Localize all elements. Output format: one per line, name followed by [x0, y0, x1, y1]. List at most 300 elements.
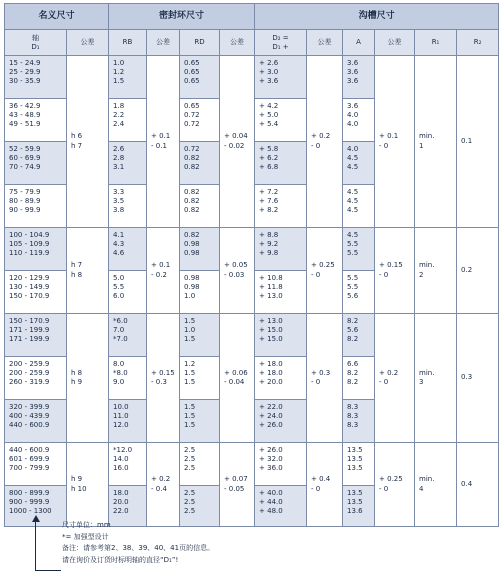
shaft-diameter: 171 - 199.9 [9, 335, 50, 344]
a-cell [343, 228, 375, 271]
a-value: 4.5 [347, 154, 359, 163]
fit-tolerance: h 9 [71, 475, 83, 484]
a-value: 13.5 [347, 455, 363, 464]
rd-value: 0.72 [184, 120, 200, 129]
rb-value: 12.0 [113, 421, 129, 430]
shaft-diameter: 110 - 119.9 [9, 249, 50, 258]
rb-value: 1.0 [113, 59, 125, 67]
rd-tolerance: - 0.03 [224, 270, 245, 279]
rd-value: 0.82 [184, 163, 200, 172]
rd-cell [180, 99, 220, 142]
shaft-diameter: 400 - 439.9 [9, 412, 50, 421]
a-cell [343, 185, 375, 228]
rd-value: 1.5 [184, 317, 196, 325]
a-value: 5.5 [347, 274, 359, 282]
header-shaft-symbol: D₁ [31, 42, 40, 51]
rd-value: 0.72 [184, 145, 200, 153]
a-tolerance-cell [375, 56, 415, 228]
rb-value: 3.1 [113, 163, 125, 172]
rd-cell [180, 271, 220, 314]
fit-tolerance-cell [67, 443, 109, 527]
a-value: 6.6 [347, 360, 359, 368]
d2-cell [255, 185, 307, 228]
shaft-diameter: 52 - 59.9 [9, 145, 41, 153]
shaft-diameter-cell [5, 400, 67, 443]
d2-tolerance: + 0.25 [311, 261, 335, 270]
a-value: 13.5 [347, 489, 363, 497]
header-rb: RB [109, 30, 147, 56]
header-a: A [343, 30, 375, 56]
rd-value: 2.5 [184, 498, 196, 507]
r1-cell [415, 314, 457, 443]
a-tolerance: - 0 [379, 270, 389, 279]
rd-value: 0.72 [184, 111, 200, 120]
shaft-diameter-cell [5, 185, 67, 228]
rb-tolerance: - 0.3 [151, 378, 167, 386]
a-cell [343, 99, 375, 142]
rd-value: 1.5 [184, 412, 196, 421]
table-body [5, 56, 499, 527]
d2-value: + 13.0 [259, 292, 283, 301]
a-value: 4.5 [347, 231, 359, 239]
rb-tolerance: + 0.15 [151, 368, 175, 377]
rd-value: 0.82 [184, 154, 200, 163]
a-value: 5.5 [347, 240, 359, 249]
d2-cell [255, 99, 307, 142]
rb-value: 2.2 [113, 111, 125, 120]
rb-value: 14.0 [113, 455, 129, 464]
fit-tolerance: h 8 [71, 368, 83, 377]
a-value: 8.2 [347, 378, 359, 387]
rd-value: 2.5 [184, 455, 196, 464]
shaft-diameter: 105 - 109.9 [9, 240, 50, 249]
rd-tolerance: + 0.07 [224, 475, 248, 484]
header-d2-tolerance: 公差 [307, 30, 343, 56]
header-a-tolerance: 公差 [375, 30, 415, 56]
rd-cell [180, 314, 220, 357]
a-cell [343, 486, 375, 527]
a-value: 13.5 [347, 446, 363, 454]
rb-cell [109, 99, 147, 142]
shaft-diameter: 70 - 74.9 [9, 163, 41, 172]
shaft-diameter: 80 - 89.9 [9, 197, 41, 206]
d2-value: + 5.0 [259, 111, 279, 120]
shaft-diameter: 150 - 170.9 [9, 292, 50, 301]
d2-value: + 6.2 [259, 154, 279, 163]
header-rb-tolerance: 公差 [147, 30, 180, 56]
rd-value: 0.82 [184, 231, 200, 239]
a-value: 4.0 [347, 145, 359, 153]
rd-value: 0.82 [184, 188, 200, 196]
rd-value: 1.2 [184, 360, 196, 368]
note-order-info: 请在询价及订货时标明轴的直径“D₁”! [62, 555, 179, 564]
a-tolerance: + 0.1 [379, 132, 399, 141]
rd-tolerance-cell [220, 314, 255, 443]
rb-tolerance: + 0.1 [151, 261, 171, 270]
arrow-line-horizontal [35, 570, 61, 571]
arrow-up-icon [32, 515, 40, 522]
a-value: 5.5 [347, 283, 359, 292]
fit-tolerance-cell [67, 56, 109, 228]
rb-value: 6.0 [113, 292, 125, 301]
r1-value: 2 [419, 270, 424, 279]
rb-value: 3.8 [113, 206, 125, 215]
d2-tolerance: + 0.4 [311, 475, 331, 484]
rb-value: 22.0 [113, 507, 129, 516]
shaft-diameter: 440 - 600.9 [9, 446, 50, 454]
shaft-diameter: 200 - 259.9 [9, 369, 50, 378]
d2-value: + 32.0 [259, 455, 283, 464]
d2-value: + 48.0 [259, 507, 283, 516]
header-rd: RD [180, 30, 220, 56]
r1-value: 3 [419, 378, 424, 386]
shaft-diameter: 36 - 42.9 [9, 102, 41, 110]
rb-value: 2.8 [113, 154, 125, 163]
d2-tolerance: - 0 [311, 141, 321, 150]
d2-value: + 8.2 [259, 206, 279, 215]
fit-tolerance-cell [67, 228, 109, 314]
shaft-diameter: 700 - 799.9 [9, 464, 50, 473]
shaft-diameter: 100 - 104.9 [9, 231, 50, 239]
fit-tolerance: h 10 [71, 484, 87, 493]
a-tolerance: + 0.25 [379, 475, 403, 484]
a-value: 4.0 [347, 120, 359, 129]
rb-value: 5.0 [113, 274, 125, 282]
d2-value: + 3.6 [259, 77, 279, 86]
d2-cell [255, 271, 307, 314]
rd-value: 1.0 [184, 292, 196, 301]
header-r2: R₂ [457, 30, 499, 56]
rb-value: *7.0 [113, 335, 128, 344]
dimension-table [4, 3, 498, 527]
a-value: 8.2 [347, 317, 359, 325]
table-row [5, 314, 499, 357]
rd-cell [180, 142, 220, 185]
table-row [5, 443, 499, 486]
header-nominal-size: 名义尺寸 [5, 4, 109, 30]
d2-value: + 24.0 [259, 412, 283, 421]
rd-value: 0.98 [184, 249, 200, 258]
d2-tolerance-cell [307, 314, 343, 443]
shaft-diameter: 260 - 319.9 [9, 378, 50, 387]
a-tolerance-cell [375, 228, 415, 314]
d2-value: + 3.0 [259, 68, 279, 77]
a-value: 8.2 [347, 335, 359, 344]
a-value: 4.5 [347, 206, 359, 215]
shaft-diameter: 200 - 259.9 [9, 360, 50, 368]
a-tolerance: - 0 [379, 378, 389, 386]
rd-value: 0.82 [184, 197, 200, 206]
d2-value: + 5.4 [259, 120, 279, 129]
d2-value: + 26.0 [259, 446, 283, 454]
rd-cell [180, 400, 220, 443]
a-value: 3.6 [347, 102, 359, 110]
header-d2 [255, 30, 307, 56]
rd-value: 1.5 [184, 369, 196, 378]
a-tolerance: - 0 [379, 484, 389, 493]
d2-value: + 18.0 [259, 369, 283, 378]
d2-cell [255, 400, 307, 443]
a-tolerance-cell [375, 443, 415, 527]
rd-value: 1.5 [184, 335, 196, 344]
rd-cell [180, 185, 220, 228]
rb-value: 3.3 [113, 188, 125, 196]
note-reinforced: *= 加强型设计 [62, 532, 109, 541]
rb-tolerance: - 0.4 [151, 484, 167, 493]
rb-value: 18.0 [113, 489, 129, 497]
rb-value: *6.0 [113, 317, 128, 325]
rb-tolerance: + 0.2 [151, 475, 171, 484]
fit-tolerance: h 9 [71, 378, 83, 386]
d2-tolerance: - 0 [311, 270, 321, 279]
header-shaft-label: 轴 [32, 33, 39, 42]
a-value: 3.6 [347, 77, 359, 86]
rb-cell [109, 314, 147, 357]
d2-value: + 15.0 [259, 326, 283, 335]
r2-cell [457, 228, 499, 314]
rb-cell [109, 56, 147, 99]
rd-value: 0.98 [184, 240, 200, 249]
r2-value: 0.4 [461, 479, 473, 488]
shaft-diameter: 150 - 170.9 [9, 317, 50, 325]
d2-value: + 22.0 [259, 403, 283, 411]
rd-cell [180, 357, 220, 400]
a-value: 5.5 [347, 249, 359, 258]
a-value: 13.5 [347, 498, 363, 507]
shaft-diameter: 30 - 35.9 [9, 77, 41, 86]
a-tolerance-cell [375, 314, 415, 443]
rb-value: 10.0 [113, 403, 129, 411]
rb-value: 1.2 [113, 68, 125, 77]
fit-tolerance: h 8 [71, 270, 83, 279]
header-shaft [5, 30, 67, 56]
r2-cell [457, 314, 499, 443]
shaft-diameter-cell [5, 99, 67, 142]
rd-tolerance: + 0.06 [224, 368, 248, 377]
d2-value: + 5.8 [259, 145, 279, 153]
rb-value: *8.0 [113, 369, 128, 378]
r1-cell [415, 443, 457, 527]
a-value: 8.3 [347, 421, 359, 430]
shaft-diameter: 90 - 99.9 [9, 206, 41, 215]
rb-cell [109, 400, 147, 443]
shaft-diameter: 60 - 69.9 [9, 154, 41, 163]
a-value: 13.6 [347, 507, 363, 516]
shaft-diameter: 43 - 48.9 [9, 111, 41, 120]
rb-value: 1.5 [113, 77, 125, 86]
r1-value: 4 [419, 484, 424, 493]
d2-value: + 6.8 [259, 163, 279, 172]
d2-value: + 40.0 [259, 489, 283, 497]
shaft-diameter-cell [5, 443, 67, 486]
shaft-diameter: 130 - 149.9 [9, 283, 50, 292]
rd-tolerance-cell [220, 228, 255, 314]
rd-tolerance-cell [220, 443, 255, 527]
shaft-diameter: 1000 - 1300 [9, 507, 52, 516]
rb-value: 2.4 [113, 120, 125, 129]
rb-value: 4.6 [113, 249, 125, 258]
a-value: 4.5 [347, 163, 359, 172]
rd-tolerance: - 0.04 [224, 378, 245, 386]
d2-cell [255, 314, 307, 357]
r2-value: 0.3 [461, 373, 473, 382]
d2-value: + 4.2 [259, 102, 279, 110]
rb-value: 3.5 [113, 197, 125, 206]
shaft-diameter: 440 - 600.9 [9, 421, 50, 430]
d2-value: + 2.6 [259, 59, 279, 67]
rd-value: 1.5 [184, 421, 196, 430]
r1-value: min. [419, 475, 435, 484]
d2-value: + 7.2 [259, 188, 279, 196]
rb-cell [109, 443, 147, 486]
arrow-line-vertical [35, 521, 36, 571]
rd-value: 0.65 [184, 59, 200, 67]
a-value: 3.6 [347, 68, 359, 77]
header-groove-size: 沟槽尺寸 [255, 4, 499, 30]
shaft-diameter-cell [5, 142, 67, 185]
d2-value: + 44.0 [259, 498, 283, 507]
r2-cell [457, 56, 499, 228]
a-tolerance: + 0.2 [379, 368, 399, 377]
rd-cell [180, 443, 220, 486]
a-value: 5.6 [347, 292, 359, 301]
d2-value: + 7.6 [259, 197, 279, 206]
rd-value: 0.98 [184, 274, 200, 282]
a-cell [343, 271, 375, 314]
rb-value: 1.8 [113, 102, 125, 110]
rb-cell [109, 357, 147, 400]
rb-value: 2.6 [113, 145, 125, 153]
d2-value: + 20.0 [259, 378, 283, 387]
note-unit: 尺寸单位：mm [62, 521, 111, 529]
rd-value: 2.5 [184, 464, 196, 473]
shaft-diameter-cell [5, 228, 67, 271]
rb-value: 8.0 [113, 360, 125, 368]
header-r1: R₁ [415, 30, 457, 56]
rd-tolerance: - 0.02 [224, 141, 245, 150]
d2-cell [255, 486, 307, 527]
d2-value: + 26.0 [259, 421, 283, 430]
rd-tolerance-cell [220, 56, 255, 228]
rb-cell [109, 142, 147, 185]
rd-value: 0.98 [184, 283, 200, 292]
a-cell [343, 314, 375, 357]
r1-cell [415, 228, 457, 314]
footnotes [62, 520, 214, 566]
a-tolerance: - 0 [379, 141, 389, 150]
fit-tolerance-cell [67, 314, 109, 443]
r2-value: 0.1 [461, 136, 473, 145]
rb-value: 5.5 [113, 283, 125, 292]
d2-tolerance: + 0.3 [311, 368, 331, 377]
a-value: 5.6 [347, 326, 359, 335]
rb-tolerance: - 0.2 [151, 270, 167, 279]
d2-tolerance: + 0.2 [311, 132, 331, 141]
a-cell [343, 142, 375, 185]
d2-value: + 18.0 [259, 360, 283, 368]
shaft-diameter: 171 - 199.9 [9, 326, 50, 335]
header-rd-tolerance: 公差 [220, 30, 255, 56]
rd-cell [180, 228, 220, 271]
a-value: 8.3 [347, 412, 359, 421]
fit-tolerance: h 7 [71, 141, 83, 150]
d2-value: + 8.8 [259, 231, 279, 239]
rd-value: 0.65 [184, 68, 200, 77]
shaft-diameter-cell [5, 314, 67, 357]
rd-value: 2.5 [184, 489, 196, 497]
shaft-diameter: 900 - 999.9 [9, 498, 50, 507]
a-tolerance: + 0.15 [379, 261, 403, 270]
rd-value: 1.5 [184, 403, 196, 411]
shaft-diameter-cell [5, 357, 67, 400]
rb-value: 11.0 [113, 412, 129, 421]
rd-tolerance: + 0.05 [224, 261, 248, 270]
rd-tolerance: - 0.05 [224, 484, 245, 493]
rd-value: 0.65 [184, 102, 200, 110]
rb-tolerance-cell [147, 228, 180, 314]
a-value: 4.5 [347, 197, 359, 206]
a-cell [343, 357, 375, 400]
shaft-diameter: 601 - 699.9 [9, 455, 50, 464]
d2-cell [255, 142, 307, 185]
d2-value: + 11.8 [259, 283, 283, 292]
rb-tolerance-cell [147, 443, 180, 527]
d2-cell [255, 56, 307, 99]
table-row [5, 228, 499, 271]
shaft-diameter: 120 - 129.9 [9, 274, 50, 282]
r1-value: min. [419, 368, 435, 377]
rb-value: 20.0 [113, 498, 129, 507]
d2-value: + 9.2 [259, 240, 279, 249]
d2-cell [255, 357, 307, 400]
shaft-diameter-cell [5, 56, 67, 99]
rb-tolerance: + 0.1 [151, 132, 171, 141]
rb-cell [109, 185, 147, 228]
a-value: 8.2 [347, 369, 359, 378]
rb-value: *12.0 [113, 446, 133, 454]
header-d2-line1: D₂ = [272, 33, 289, 42]
table-row [5, 56, 499, 99]
rb-tolerance-cell [147, 56, 180, 228]
shaft-diameter: 15 - 24.9 [9, 59, 41, 67]
rb-value: 4.3 [113, 240, 125, 249]
r1-value: 1 [419, 141, 424, 150]
a-cell [343, 443, 375, 486]
d2-tolerance-cell [307, 228, 343, 314]
d2-tolerance: - 0 [311, 484, 321, 493]
rb-cell [109, 271, 147, 314]
d2-value: + 15.0 [259, 335, 283, 344]
d2-tolerance-cell [307, 56, 343, 228]
fit-tolerance: h 6 [71, 132, 83, 141]
rd-tolerance: + 0.04 [224, 132, 248, 141]
header-d2-line2: D₁ + [272, 42, 289, 51]
r2-value: 0.2 [461, 265, 473, 274]
rd-cell [180, 56, 220, 99]
shaft-diameter: 25 - 29.9 [9, 68, 41, 77]
shaft-diameter: 75 - 79.9 [9, 188, 41, 196]
fit-tolerance: h 7 [71, 261, 83, 270]
rb-cell [109, 228, 147, 271]
header-fit-tolerance: 公差 [67, 30, 109, 56]
shaft-diameter: 49 - 51.9 [9, 120, 41, 129]
d2-tolerance: - 0 [311, 378, 321, 386]
rb-value: 4.1 [113, 231, 125, 239]
r2-cell [457, 443, 499, 527]
r1-value: min. [419, 132, 435, 141]
shaft-diameter-cell [5, 271, 67, 314]
a-value: 13.5 [347, 464, 363, 473]
